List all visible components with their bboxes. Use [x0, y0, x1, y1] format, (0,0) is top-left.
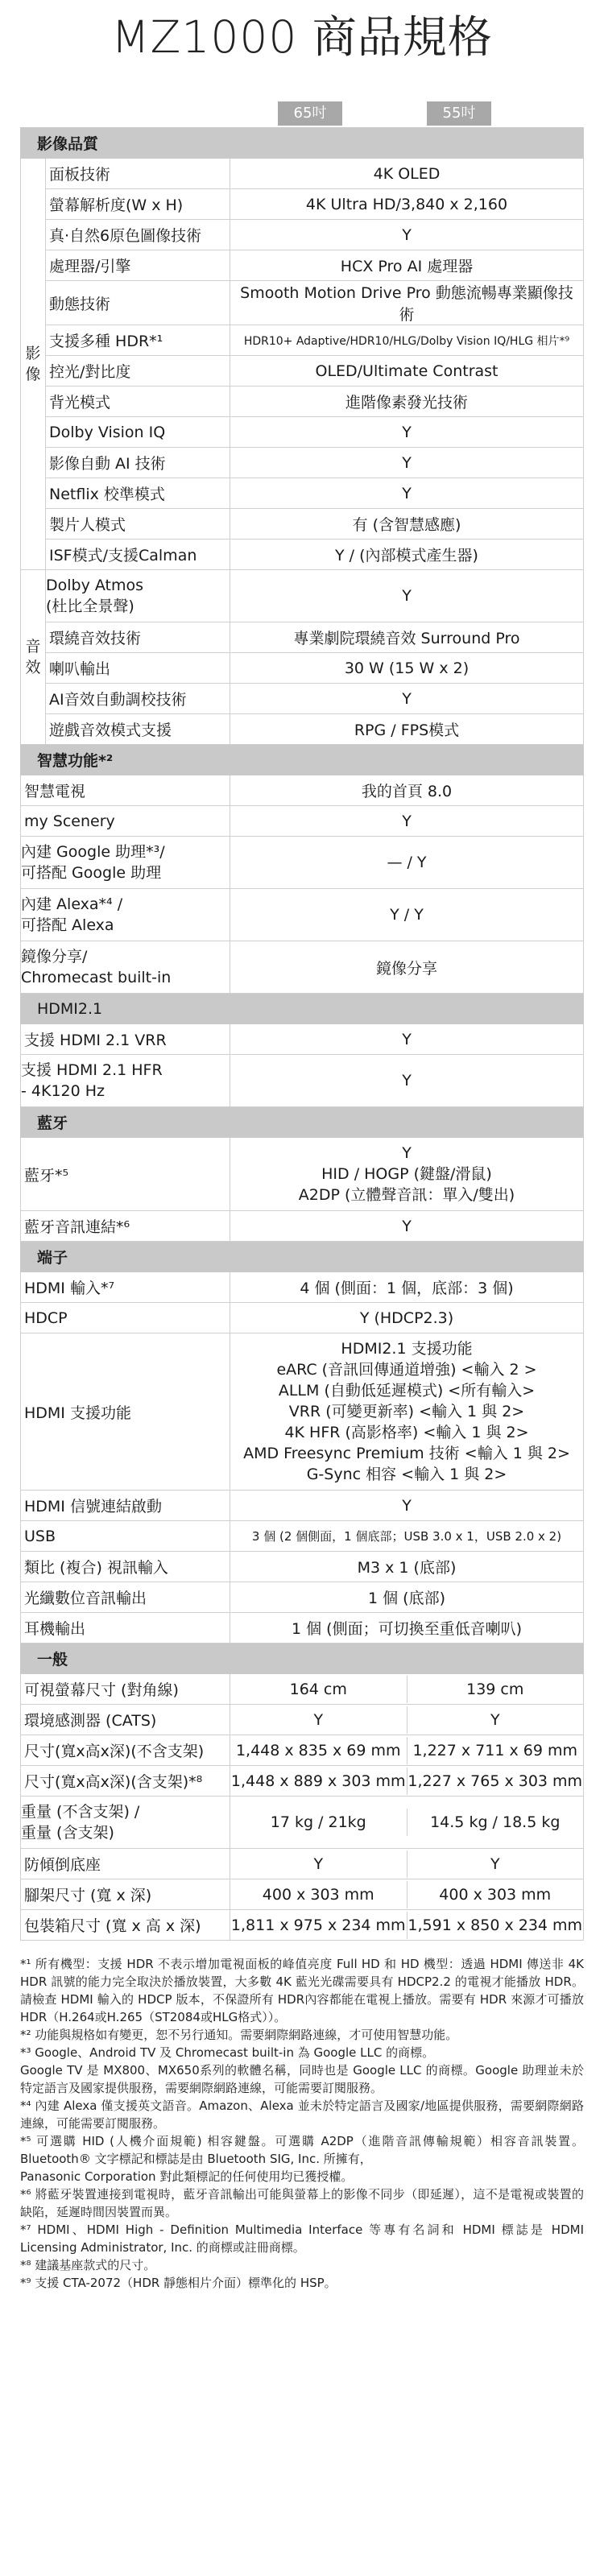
- section-bluetooth: [21, 1107, 584, 1138]
- table-row: [21, 1024, 584, 1055]
- side-label-audio: 音 效: [21, 570, 46, 745]
- footnote: *² 功能與規格如有變更，恕不另行通知。需要網際網路連線，才可使用智慧功能。: [20, 2028, 458, 2042]
- spec-value: RPG / FPS模式: [230, 714, 584, 745]
- section-general: [21, 1644, 584, 1674]
- section-hdmi21: [21, 994, 584, 1024]
- spec-label: Netflix 校準模式: [46, 478, 230, 509]
- spec-value: 我的首頁 8.0: [230, 775, 584, 806]
- spec-value: M3 x 1 (底部): [230, 1552, 584, 1582]
- spec-value: — / Y: [230, 837, 584, 889]
- section-picture-quality-label: 影像品質: [21, 128, 584, 159]
- size-header: [0, 66, 604, 122]
- table-row: [21, 1521, 584, 1552]
- table-row: [21, 889, 584, 941]
- spec-value: HDMI2.1 支援功能 eARC (音訊回傳通道增強) <輸入 2 > ALLM (自動低延遲模式) <所有輸入> VRR (可變更新率) <輸入 1 與 2> 4K HFR (高影格率) <輸入 1 與 2> AMD Freesync Premium 技術 <輸入 1 與 2> G-Sync 相容 <輸入 1 與 2>: [230, 1333, 584, 1491]
- table-row: [21, 570, 584, 622]
- spec-label: 動態技術: [46, 281, 230, 325]
- spec-label: 環繞音效技術: [46, 622, 230, 653]
- spec-value: 專業劇院環繞音效 Surround Pro: [230, 622, 584, 653]
- table-row: [21, 387, 584, 417]
- spec-label: 控光/對比度: [46, 356, 230, 387]
- spec-label: AI音效自動調校技術: [46, 684, 230, 714]
- table-row: [21, 1879, 584, 1910]
- spec-label: 喇叭輸出: [46, 653, 230, 684]
- table-row: [21, 653, 584, 684]
- spec-value-pair: [230, 1910, 584, 1941]
- spec-label: 光纖數位音訊輸出: [21, 1582, 230, 1613]
- table-row: [21, 417, 584, 448]
- table-row: [21, 684, 584, 714]
- spec-label: HDMI 支援功能: [21, 1333, 230, 1491]
- table-row: [21, 159, 584, 189]
- footnote: *⁴ 內建 Alexa 僅支援英文語音。Amazon、Alexa 並未於特定語言及國家/地區提供服務，需要網際網路連線，可能需要訂閱服務。: [20, 2098, 584, 2131]
- spec-value-pair: [230, 1879, 584, 1910]
- table-row: [21, 281, 584, 325]
- spec-value: HDR10+ Adaptive/HDR10/HLG/Dolby Vision IQ/HLG 相片*⁹: [230, 325, 584, 356]
- table-row: [21, 356, 584, 387]
- spec-label: 支援 HDMI 2.1 HFR - 4K120 Hz: [21, 1055, 230, 1107]
- size-badge-65: 65吋: [278, 101, 342, 126]
- spec-value-65: 400 x 303 mm: [230, 1881, 407, 1908]
- footnote: *⁹ 支援 CTA-2072（HDR 靜態相片介面）標準化的 HSP。: [20, 2276, 337, 2290]
- spec-table: [20, 127, 584, 1941]
- table-row: [21, 509, 584, 540]
- spec-value: Y: [230, 1491, 584, 1521]
- spec-label: 尺寸(寬x高x深)(不含支架): [21, 1735, 230, 1766]
- table-row: [21, 540, 584, 570]
- table-row: [21, 1272, 584, 1303]
- table-row: [21, 1552, 584, 1582]
- footnote: Google TV 是 MX800、MX650系列的軟體名稱，同時也是 Google LLC 的商標。Google 助理並未於特定語言及國家提供服務，需要網際網路連線，可能需要訂閱服務。: [20, 2063, 584, 2095]
- spec-label: 影像自動 AI 技術: [46, 448, 230, 478]
- spec-label: 真‧自然6原色圖像技術: [46, 220, 230, 250]
- footnote: *⁵ 可選購 HID (人機介面規範) 相容鍵盤。可選購 A2DP（進階音訊傳輸規範）相容音訊裝置。Bluetooth® 文字標記和標誌是由 Bluetooth SIG, Inc. 所擁有，: [20, 2134, 584, 2166]
- spec-value: Y: [230, 684, 584, 714]
- table-row: [21, 325, 584, 356]
- section-ports: [21, 1242, 584, 1272]
- footnote: *⁶ 將藍牙裝置連接到電視時，藍牙音訊輸出可能與螢幕上的影像不同步（即延遲），這不是電視或裝置的缺陷，延遲時間因裝置而異。: [20, 2187, 584, 2219]
- spec-value: Y (HDCP2.3): [230, 1303, 584, 1333]
- table-row: [21, 1303, 584, 1333]
- spec-label: 支援 HDMI 2.1 VRR: [21, 1024, 230, 1055]
- spec-value: 4K Ultra HD/3,840 x 2,160: [230, 189, 584, 220]
- spec-label: 面板技術: [46, 159, 230, 189]
- size-badge-55: 55吋: [427, 101, 491, 126]
- spec-value: 1 個 (側面；可切換至重低音喇叭): [230, 1613, 584, 1644]
- spec-value-pair: [230, 1766, 584, 1797]
- spec-value-65: Y: [230, 1850, 407, 1878]
- table-row: [21, 714, 584, 745]
- table-row: [21, 1849, 584, 1879]
- spec-label: ISF模式/支援Calman: [46, 540, 230, 570]
- spec-value: Y / Y: [230, 889, 584, 941]
- spec-value-pair: [230, 1797, 584, 1849]
- spec-label: 製片人模式: [46, 509, 230, 540]
- table-row: [21, 478, 584, 509]
- spec-value: 4 個 (側面：1 個，底部：3 個): [230, 1272, 584, 1303]
- footnote: *⁸ 建議基座款式的尺寸。: [20, 2258, 156, 2272]
- spec-label: 處理器/引擎: [46, 250, 230, 281]
- spec-value-pair: [230, 1705, 584, 1735]
- spec-label: 支援多種 HDR*¹: [46, 325, 230, 356]
- spec-value: Y: [230, 806, 584, 837]
- spec-value: 30 W (15 W x 2): [230, 653, 584, 684]
- side-label-picture: 影 像: [21, 159, 46, 570]
- spec-value: HCX Pro AI 處理器: [230, 250, 584, 281]
- spec-value: Y: [230, 448, 584, 478]
- table-row: [21, 1705, 584, 1735]
- spec-label: HDCP: [21, 1303, 230, 1333]
- spec-value-55: 139 cm: [466, 1680, 524, 1698]
- table-row: [21, 250, 584, 281]
- section-picture-quality: [21, 128, 584, 159]
- spec-label: 內建 Alexa*⁴ / 可搭配 Alexa: [21, 889, 230, 941]
- table-row: [21, 1211, 584, 1242]
- spec-label: 類比 (複合) 視訊輸入: [21, 1552, 230, 1582]
- spec-label: 藍牙音訊連結*⁶: [21, 1211, 230, 1242]
- footnote: *³ Google、Android TV 及 Chromecast built-in 為 Google LLC 的商標。: [20, 2045, 435, 2060]
- spec-label: 腳架尺寸 (寬 x 深): [21, 1879, 230, 1910]
- spec-value-pair: [230, 1735, 584, 1766]
- table-row: [21, 1333, 584, 1491]
- spec-label: 耳機輸出: [21, 1613, 230, 1644]
- spec-value: 1 個 (底部): [230, 1582, 584, 1613]
- spec-label: 背光模式: [46, 387, 230, 417]
- spec-value: OLED/Ultimate Contrast: [230, 356, 584, 387]
- spec-value-pair: [230, 1849, 584, 1879]
- table-row: [21, 1138, 584, 1211]
- spec-label: 可視螢幕尺寸 (對角線): [21, 1674, 230, 1705]
- footnote: *⁷ HDMI、HDMI High - Definition Multimedia Interface 等專有名詞和 HDMI 標誌是 HDMI Licensing Administrator, Inc. 的商標或註冊商標。: [20, 2222, 584, 2255]
- section-smart-features-label: 智慧功能*²: [21, 745, 584, 775]
- spec-value: Y: [230, 478, 584, 509]
- spec-value: Smooth Motion Drive Pro 動態流暢專業顯像技術: [230, 281, 584, 325]
- footnotes: [20, 1955, 584, 2292]
- spec-value: 進階像素發光技術: [230, 387, 584, 417]
- spec-value-55: 400 x 303 mm: [439, 1885, 552, 1904]
- table-row: [21, 1055, 584, 1107]
- table-row: [21, 775, 584, 806]
- spec-value: Y: [230, 220, 584, 250]
- table-row: [21, 1797, 584, 1849]
- spec-label: Dolby Vision IQ: [46, 417, 230, 448]
- spec-value-55: Y: [490, 1710, 500, 1729]
- spec-value-pair: [230, 1674, 584, 1705]
- footnote: *¹ 所有機型：支援 HDR 不表示增加電視面板的峰值亮度 Full HD 和 HD 機型：透過 HDMI 傳送非 4K HDR 訊號的能力完全取決於播放裝置，大多數 4K 藍光光碟需要具有 HDCP2.2 的電視才能播放 HDR。請檢查 HDMI 輸入的 HDCP 版本，不保證所有 HDR內容都能在電視上播放。需要有 HDR 來源才可播放 HDR（H.264或H.265（ST2084或HLG格式））。: [20, 1957, 584, 2024]
- spec-value-55: 1,591 x 850 x 234 mm: [407, 1916, 583, 1934]
- spec-label: HDMI 信號連結啟動: [21, 1491, 230, 1521]
- spec-value: Y / (內部模式產生器): [230, 540, 584, 570]
- spec-value-55: 1,227 x 765 x 303 mm: [407, 1772, 583, 1790]
- spec-label: 內建 Google 助理*³/ 可搭配 Google 助理: [21, 837, 230, 889]
- spec-label: 智慧電視: [21, 775, 230, 806]
- table-row: [21, 189, 584, 220]
- spec-label: 藍牙*⁵: [21, 1138, 230, 1211]
- spec-value: Y: [230, 570, 584, 622]
- table-row: [21, 622, 584, 653]
- spec-value: Y: [230, 1055, 584, 1107]
- spec-value-65: 164 cm: [230, 1676, 407, 1703]
- table-row: [21, 448, 584, 478]
- table-row: [21, 1613, 584, 1644]
- table-row: [21, 1674, 584, 1705]
- spec-value: Y: [230, 417, 584, 448]
- spec-label: my Scenery: [21, 806, 230, 837]
- spec-value-55: 1,227 x 711 x 69 mm: [412, 1741, 578, 1759]
- table-row: [21, 1735, 584, 1766]
- spec-value: Y: [230, 1024, 584, 1055]
- spec-value-65: Y: [230, 1706, 407, 1734]
- spec-label: 鏡像分享/ Chromecast built-in: [21, 941, 230, 994]
- spec-label: 重量 (不含支架) / 重量 (含支架): [21, 1797, 230, 1849]
- spec-label: USB: [21, 1521, 230, 1552]
- spec-value: 3 個 (2 個側面，1 個底部；USB 3.0 x 1，USB 2.0 x 2): [230, 1521, 584, 1552]
- table-row: [21, 1766, 584, 1797]
- section-smart-features: [21, 745, 584, 775]
- spec-value-65: 1,448 x 835 x 69 mm: [230, 1737, 407, 1764]
- spec-label: 防傾倒底座: [21, 1849, 230, 1879]
- spec-value: 有 (含智慧感應): [230, 509, 584, 540]
- table-row: [21, 1910, 584, 1941]
- spec-value-65: 17 kg / 21kg: [230, 1809, 407, 1836]
- spec-value-55: Y: [490, 1854, 500, 1873]
- spec-label: 環境感測器 (CATS): [21, 1705, 230, 1735]
- spec-label: 尺寸(寬x高x深)(含支架)*⁸: [21, 1766, 230, 1797]
- spec-label: 螢幕解析度(W x H): [46, 189, 230, 220]
- table-row: [21, 806, 584, 837]
- spec-value: 4K OLED: [230, 159, 584, 189]
- spec-value-65: 1,448 x 889 x 303 mm: [230, 1768, 407, 1795]
- spec-value: Y: [230, 1211, 584, 1242]
- table-row: [21, 220, 584, 250]
- section-ports-label: 端子: [21, 1242, 584, 1272]
- spec-value-55: 14.5 kg / 18.5 kg: [430, 1813, 561, 1831]
- spec-label: 遊戲音效模式支援: [46, 714, 230, 745]
- table-row: [21, 837, 584, 889]
- section-general-label: 一般: [21, 1644, 584, 1674]
- section-bluetooth-label: 藍牙: [21, 1107, 584, 1138]
- table-row: [21, 1582, 584, 1613]
- section-hdmi21-label: HDMI2.1: [21, 994, 584, 1024]
- spec-label: 包裝箱尺寸 (寬 x 高 x 深): [21, 1910, 230, 1941]
- spec-value: 鏡像分享: [230, 941, 584, 994]
- page-title: MZ1000 商品規格: [111, 11, 493, 63]
- spec-label: HDMI 輸入*⁷: [21, 1272, 230, 1303]
- spec-value-65: 1,811 x 975 x 234 mm: [230, 1912, 407, 1939]
- table-row: [21, 1491, 584, 1521]
- table-row: [21, 941, 584, 994]
- spec-value: Y HID / HOGP (鍵盤/滑鼠) A2DP (立體聲音訊：單入/雙出): [230, 1138, 584, 1211]
- spec-label: Dolby Atmos (杜比全景聲): [46, 570, 230, 622]
- footnote: Panasonic Corporation 對此類標記的任何使用均已獲授權。: [20, 2169, 354, 2184]
